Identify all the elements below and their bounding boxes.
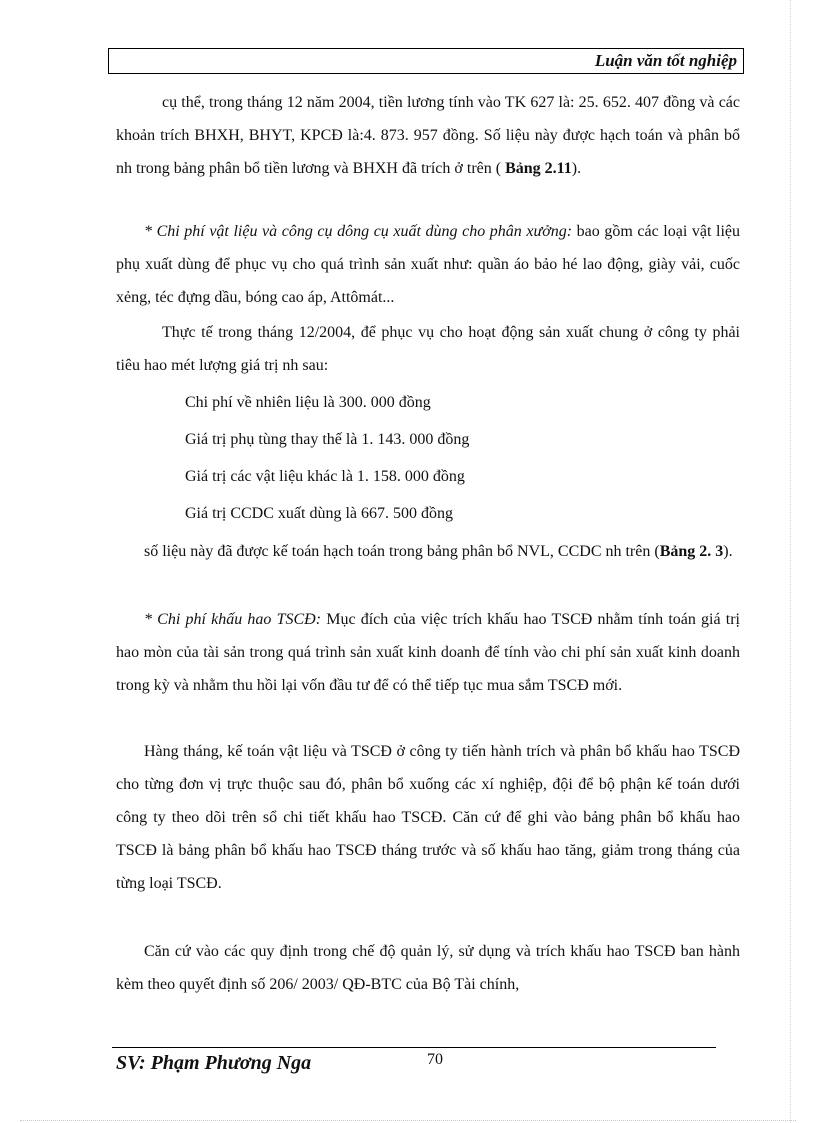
- paragraph-4-text: số liệu này đã được kế toán hạch toán trong bảng phân bổ NVL, CCDC nh trên (: [144, 543, 660, 560]
- paragraph-3: [116, 316, 740, 382]
- paragraph-6-text: Hàng tháng, kế toán vật liệu và TSCĐ ở công ty tiến hành trích và phân bổ khấu hao TSCĐ cho từng đơn vị trực thuộc sau đó, phân bổ xuống các xí nghiệp, đội để bộ phận kế toán dưới công ty theo dõi trên sổ chi tiết khấu hao TSCĐ. Căn cứ để ghi vào bảng phân bổ khấu hao TSCĐ là bảng phân bổ khấu hao TSCĐ tháng trước và số khấu hao tăng, giảm trong tháng của từng loại TSCĐ.: [116, 743, 740, 892]
- paragraph-1-tail: ).: [571, 160, 582, 177]
- paragraph-5-heading: * Chi phí khấu hao TSCĐ:: [144, 611, 322, 628]
- table-ref-2-11: Bảng 2.11: [505, 160, 572, 177]
- paragraph-2: [116, 215, 740, 314]
- paragraph-6: [116, 735, 740, 900]
- paragraph-7-text: Căn cứ vào các quy định trong chế độ quản lý, sử dụng và trích khấu hao TSCĐ ban hành kèm theo quyết định số 206/ 2003/ QĐ-BTC của Bộ Tài chính,: [116, 943, 740, 993]
- page-edge-right: [790, 0, 791, 1123]
- paragraph-4-tail: ).: [723, 543, 733, 560]
- page-number: 70: [427, 1051, 443, 1068]
- list-item: Giá trị phụ tùng thay thế là 1. 143. 000 đồng: [185, 431, 470, 448]
- footer-author: SV: Phạm Phương Nga: [116, 1052, 312, 1074]
- paragraph-4: [116, 535, 740, 568]
- header-title: Luận văn tốt nghiệp: [594, 51, 737, 70]
- list-item: Chi phí về nhiên liệu là 300. 000 đồng: [185, 394, 431, 411]
- list-item: Giá trị các vật liệu khác là 1. 158. 000 đồng: [185, 468, 465, 485]
- paragraph-5-text: Mục đích của việc trích khấu hao TSCĐ nhằm tính toán giá trị hao mòn của tài sản trong quá trình sản xuất kinh doanh để tính vào chi phí sản xuất kinh doanh trong kỳ và nhằm thu hồi lại vốn đầu tư để có thể tiếp tục mua sắm TSCĐ mới.: [116, 611, 740, 694]
- paragraph-7: [116, 935, 740, 1001]
- paragraph-1: [116, 86, 740, 185]
- paragraph-5: [116, 603, 740, 702]
- header-box: [108, 48, 744, 74]
- paragraph-1-text: cụ thể, trong tháng 12 năm 2004, tiền lương tính vào TK 627 là: 25. 652. 407 đồng và các khoản trích BHXH, BHYT, KPCĐ là:4. 873. 957 đồng. Số liệu này được hạch toán và phân bổ nh trong bảng phân bổ tiền lương và BHXH đã trích ở trên (: [116, 94, 740, 177]
- table-ref-2-3: Bảng 2. 3: [659, 543, 724, 560]
- footer-divider: [112, 1047, 716, 1048]
- paragraph-2-text: bao gồm các loại vật liệu phụ xuất dùng để phục vụ cho quá trình sản xuất như: quần áo bảo hé lao động, giày vải, cuốc xẻng, téc đựng dầu, bóng cao áp, Attômát...: [116, 223, 740, 306]
- paragraph-3-text: Thực tế trong tháng 12/2004, để phục vụ cho hoạt động sản xuất chung ở công ty phải tiêu hao mét lượng giá trị nh sau:: [116, 324, 740, 374]
- list-item: Giá trị CCDC xuất dùng là 667. 500 đồng: [185, 505, 453, 522]
- paragraph-2-heading: * Chi phí vật liệu và công cụ dông cụ xuất dùng cho phân xưởng:: [144, 223, 573, 240]
- page-edge-bottom: [20, 1120, 796, 1121]
